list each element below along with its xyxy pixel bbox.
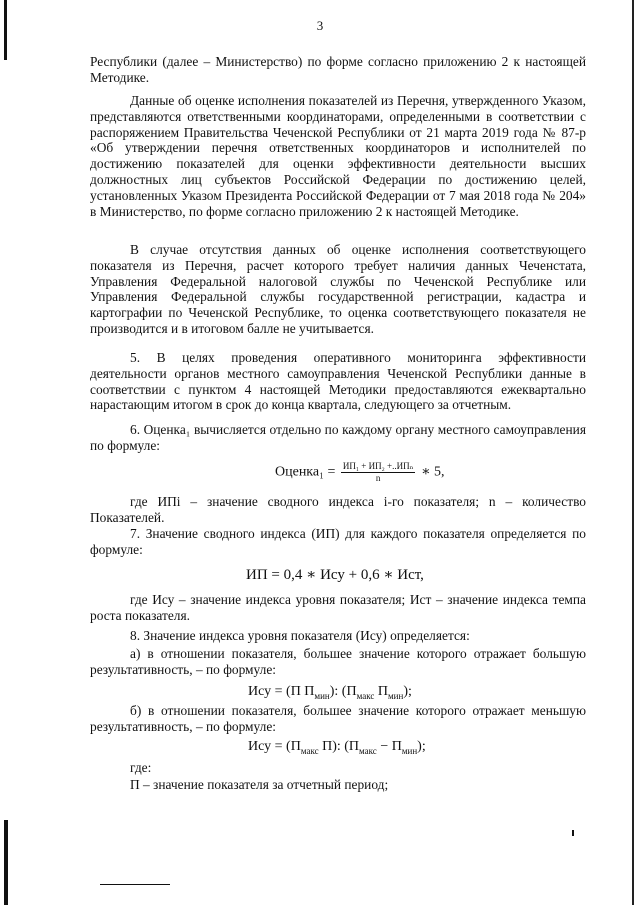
formula-isu-b-part3: − П — [376, 739, 402, 754]
paragraph-7: 7. Значение сводного индекса (ИП) для каждого показателя определяется по формуле: — [90, 526, 586, 557]
paragraph-4: 5. В целях проведения оперативного мониторинга эффективности деятельности органов местного самоуправления Чеченской Республики данные в соответствии с пунктом 4 настоящей Методики предоставляются ежеквартально нарастающим итогом в срок до конца квартала, следующего за отчетным. — [90, 350, 586, 413]
formula-isu-b-part4: ); — [417, 739, 426, 754]
formula-isu-b-part1: Ису = (П — [248, 739, 301, 754]
formula-isu-a-sub1: мин — [314, 690, 330, 701]
paragraph-11: б) в отношении показателя, большее значение которого отражает меньшую результативность, – по формуле: — [90, 703, 586, 734]
scan-line-mark — [100, 884, 170, 885]
formula-score-left: Оценка₁ = — [275, 464, 336, 480]
formula-ip: ИП = 0,4 ∗ Ису + 0,6 ∗ Ист, — [246, 567, 424, 583]
paragraph-13: П – значение показателя за отчетный период; — [130, 777, 389, 792]
formula-isu-a — [248, 684, 412, 701]
formula-isu-a-sub3: мин — [387, 690, 404, 701]
paragraph-3: В случае отсутствия данных об оценке исполнения соответствующего показателя из Перечня, расчет которого требует наличия данных Чеченстата, Управления Федеральной налоговой службы по Чеченской Республике или Управления Федеральной службы государственной регистрации, кадастра и картографии по Чеченской Республике, то оценка соответствующего показателя не производится и в итоговом балле не учитывается. — [90, 242, 586, 336]
scan-edge-mark-bottom — [4, 820, 8, 905]
formula-isu-b-sub3: мин — [401, 745, 418, 756]
formula-isu-a-sub2: макс — [356, 690, 375, 701]
formula-score-numerator: ИП₁ + ИП₂ +..ИПₙ — [342, 461, 414, 471]
paragraph-12: где: — [130, 760, 152, 775]
formula-isu-a-part1: Ису = (П П — [248, 684, 315, 699]
scan-edge-right — [632, 0, 634, 905]
paragraph-9: 8. Значение индекса уровня показателя (Ису) определяется: — [130, 628, 470, 643]
paragraph-10: а) в отношении показателя, большее значение которого отражает большую результативность, – по формуле: — [90, 646, 586, 677]
paragraph-6: где ИПі – значение сводного индекса і-го показателя; n – количество Показателей. — [90, 494, 586, 525]
formula-isu-b-sub2: макс — [359, 745, 377, 756]
formula-isu-a-part2: ): (П — [329, 684, 357, 699]
formula-isu-a-part4: ); — [403, 684, 412, 699]
paragraph-1: Республики (далее – Министерство) по форме согласно приложению 2 к настоящей Методике. — [90, 54, 586, 85]
paragraph-2: Данные об оценке исполнения показателей из Перечня, утвержденного Указом, представляются ответственными координаторами, определенными в соответствии с распоряжением Правительства Чеченской Республики от 21 марта 2019 года № 87-р «Об утверждении перечня ответственных координаторов и исполнителей по достижению показателей для оценки эффективности деятельности высших должностных лиц субъектов Российской Федерации по достижению целей, установленных Указом Президента Российской Федерации от 7 мая 2018 года № 204» в Министерство, по форме согласно приложению 2 к настоящей Методике. — [90, 93, 586, 219]
formula-score — [275, 461, 444, 484]
formula-score-fraction — [341, 461, 416, 484]
page-number: 3 — [316, 18, 324, 33]
formula-isu-b-part2: П): (П — [318, 739, 360, 754]
scan-dot-mark — [572, 830, 574, 836]
paragraph-5: 6. Оценка₁ вычисляется отдельно по каждому органу местного самоуправления по формуле: — [90, 422, 586, 453]
formula-isu-a-part3: П — [374, 684, 388, 699]
formula-isu-b-sub1: макс — [300, 745, 319, 756]
formula-score-denominator: n — [375, 473, 381, 483]
formula-isu-b — [248, 739, 426, 756]
formula-score-right: ∗ 5, — [420, 464, 445, 480]
paragraph-8: где Ису – значение индекса уровня показателя; Ист – значение индекса темпа роста показателя. — [90, 592, 586, 623]
